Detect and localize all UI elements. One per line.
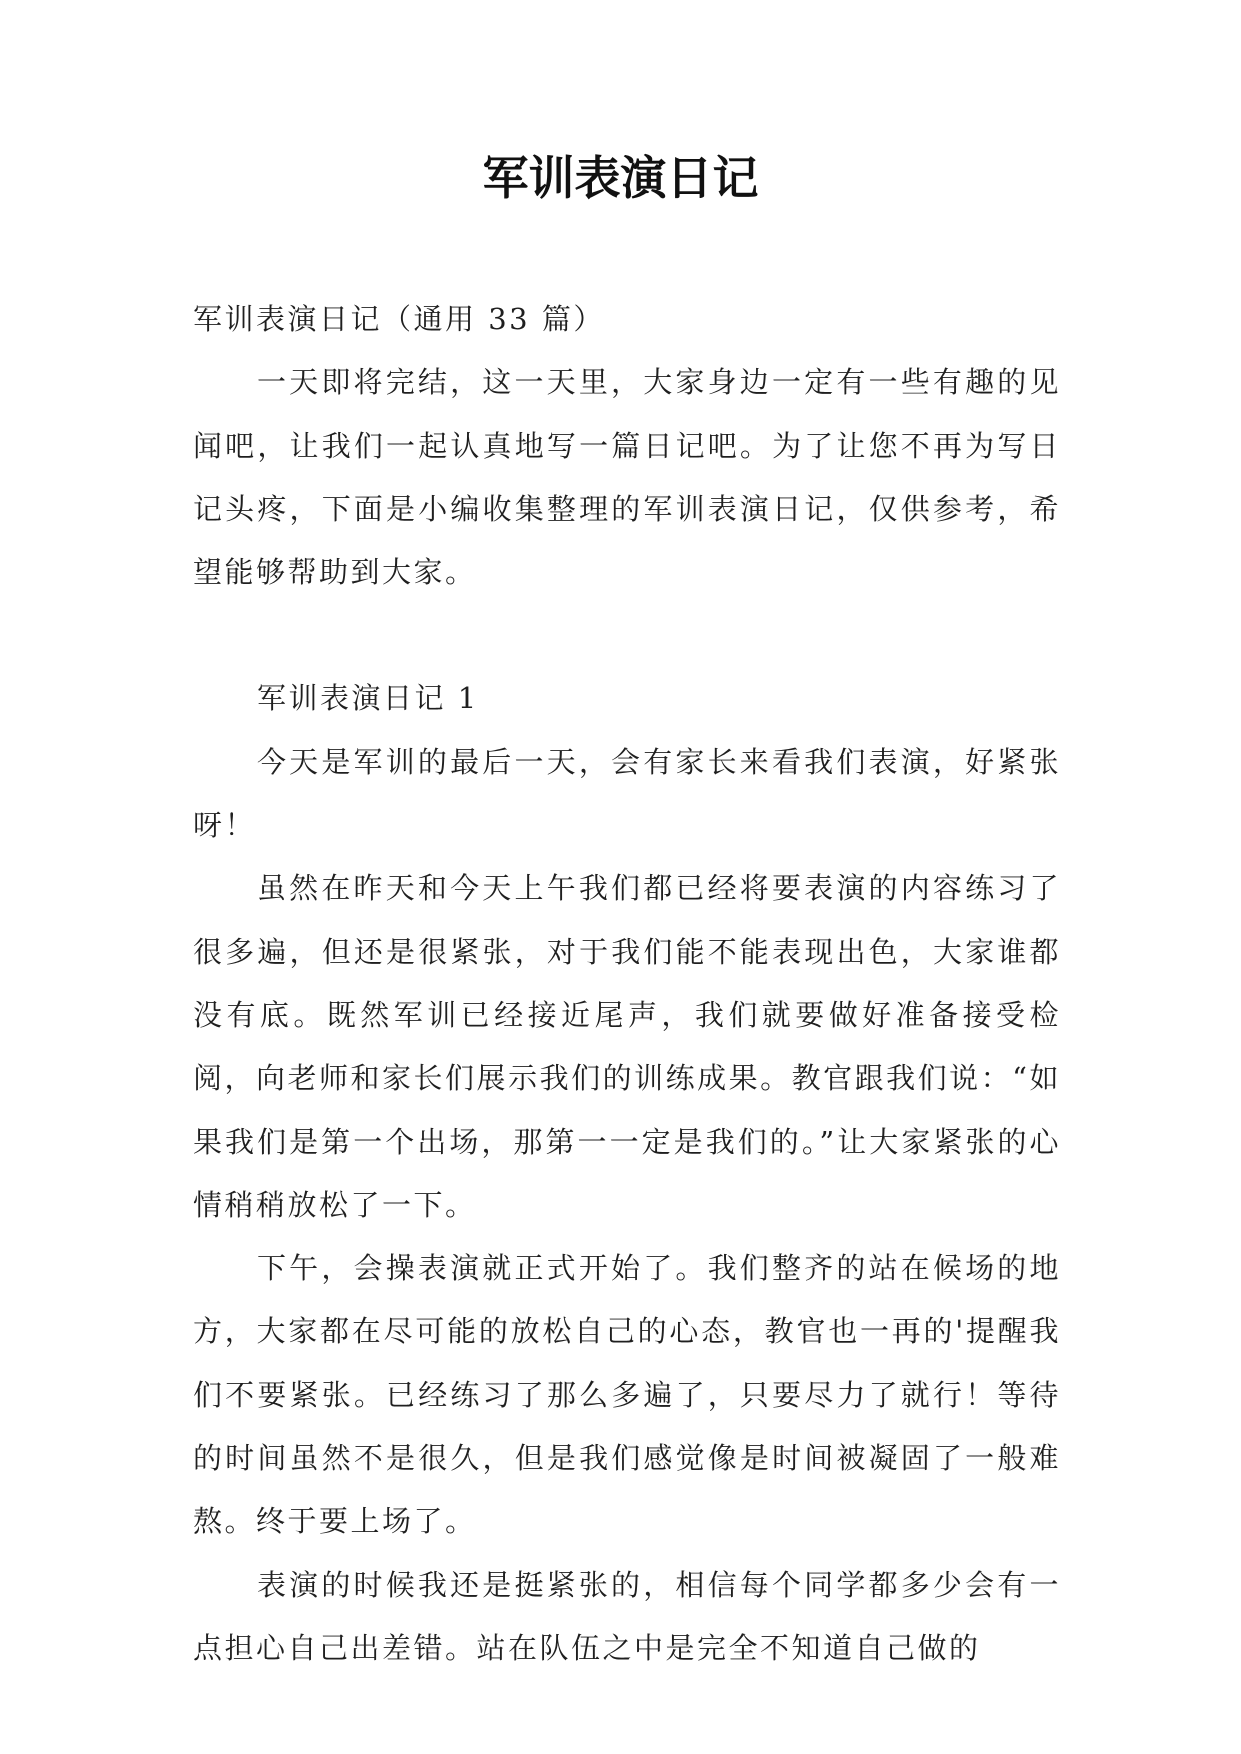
document-subtitle: 军训表演日记（通用 33 篇）	[193, 302, 605, 336]
body-paragraph: 今天是军训的最后一天，会有家长来看我们表演，好紧张呀！	[193, 744, 1061, 843]
intro-paragraph: 一天即将完结，这一天里，大家身边一定有一些有趣的见闻吧，让我们一起认真地写一篇日记吧。为了让您不再为写日记头疼，下面是小编收集整理的军训表演日记，仅供参考，希望能够帮助到大家。	[193, 365, 1061, 590]
document-body	[193, 288, 1061, 1680]
section-heading: 军训表演日记 1	[257, 681, 479, 716]
document-title: 军训表演日记	[482, 151, 759, 205]
body-paragraph: 下午，会操表演就正式开始了。我们整齐的站在候场的地方，大家都在尽可能的放松自己的心态，教官也一再的'提醒我们不要紧张。已经练习了那么多遍了，只要尽力了就行！等待的时间虽然不是很久，但是我们感觉像是时间被凝固了一般难熬。终于要上场了。	[193, 1251, 1061, 1539]
body-paragraph: 表演的时候我还是挺紧张的，相信每个同学都多少会有一点担心自己出差错。站在队伍之中是完全不知道自己做的	[193, 1567, 1061, 1665]
body-paragraph: 虽然在昨天和今天上午我们都已经将要表演的内容练习了很多遍，但还是很紧张，对于我们能不能表现出色，大家谁都没有底。既然军训已经接近尾声，我们就要做好准备接受检阅，向老师和家长们展示我们的训练成果。教官跟我们说：“如果我们是第一个出场，那第一一定是我们的。”让大家紧张的心情稍稍放松了一下。	[193, 871, 1061, 1222]
